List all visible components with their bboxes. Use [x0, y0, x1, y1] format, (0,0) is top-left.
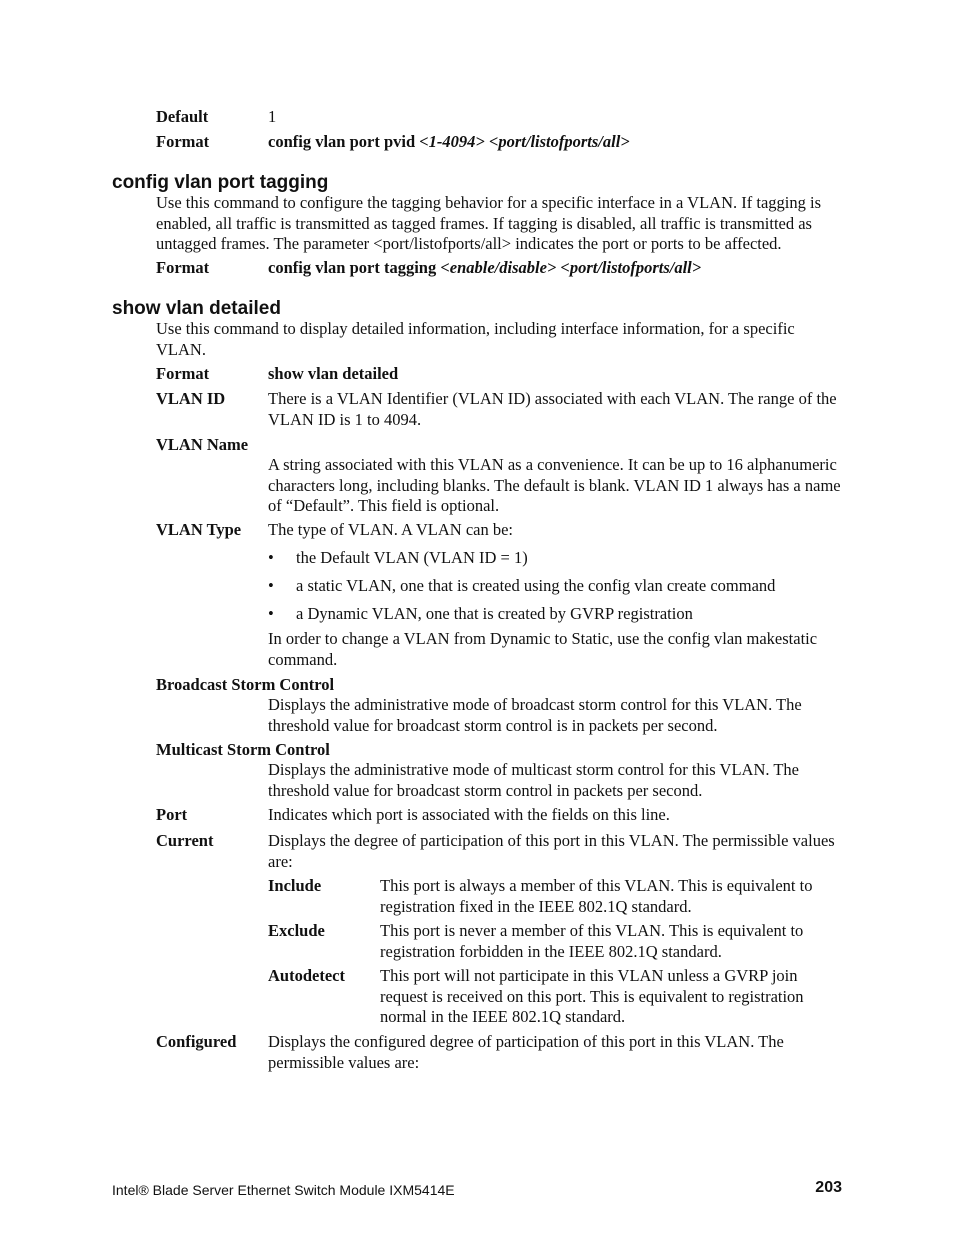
vlan-id-description: There is a VLAN Identifier (VLAN ID) associated with each VLAN. The range of the VLAN ID is 1 to 4094.	[268, 389, 837, 429]
bullet-item: the Default VLAN (VLAN ID = 1)	[296, 548, 528, 567]
pvid-format-args: <1-4094> <port/listofports/all>	[419, 132, 630, 151]
current-label: Current	[156, 831, 214, 850]
port-description: Indicates which port is associated with the fields on this line.	[268, 805, 670, 824]
pvid-format-syntax	[268, 132, 843, 153]
tagging-format-label: Format	[156, 258, 210, 277]
port-label: Port	[156, 805, 188, 824]
pvid-format-label: Format	[156, 132, 210, 151]
vlan-name-label: VLAN Name	[156, 435, 249, 454]
multicast-storm-label: Multicast Storm Control	[156, 740, 330, 759]
broadcast-storm-label: Broadcast Storm Control	[156, 675, 335, 694]
vlan-type-description: The type of VLAN. A VLAN can be:	[268, 520, 514, 539]
vlan-type-label: VLAN Type	[156, 520, 242, 539]
detailed-format-command: show vlan detailed	[268, 364, 399, 383]
exclude-description: This port is never a member of this VLAN. This is equivalent to registration forbidden in the IEEE 802.1Q standard.	[380, 921, 804, 961]
detailed-format-label: Format	[156, 364, 210, 383]
default-value: 1	[268, 107, 277, 126]
detailed-description: Use this command to display detailed information, including interface information, for a specific VLAN.	[156, 319, 795, 359]
vlan-name-description: A string associated with this VLAN as a convenience. It can be up to 16 alphanumeric characters long, including blanks. The default is blank. VLAN ID 1 always has a name of “Default”. This field is optional.	[268, 455, 841, 515]
section-heading-detailed: show vlan detailed	[112, 298, 281, 319]
multicast-storm-description: Displays the administrative mode of multicast storm control for this VLAN. The threshold value for broadcast storm control in packets per second.	[268, 760, 799, 800]
bullet-item: a static VLAN, one that is created using the config vlan create command	[296, 576, 776, 595]
tagging-format-command: config vlan port tagging	[268, 258, 441, 277]
vlan-id-label: VLAN ID	[156, 389, 226, 408]
page-number: 203	[815, 1179, 842, 1196]
bullet-marker: •	[268, 548, 274, 567]
pvid-format-command: config vlan port pvid	[268, 132, 420, 151]
bullet-marker: •	[268, 604, 274, 623]
tagging-format-args: <enable/disable> <port/listofports/all>	[440, 258, 702, 277]
default-label: Default	[156, 107, 209, 126]
autodetect-description: This port will not participate in this VLAN unless a GVRP join request is received on this port. This is equivalent to registration normal in the IEEE 802.1Q standard.	[380, 966, 804, 1026]
vlan-type-note: In order to change a VLAN from Dynamic to Static, use the config vlan makestatic command.	[268, 629, 818, 669]
autodetect-label: Autodetect	[268, 966, 345, 985]
footer-title: Intel® Blade Server Ethernet Switch Module IXM5414E	[112, 1182, 455, 1198]
configured-description: Displays the configured degree of participation of this port in this VLAN. The permissible values are:	[268, 1032, 784, 1072]
bullet-item: a Dynamic VLAN, one that is created by GVRP registration	[296, 604, 693, 623]
exclude-label: Exclude	[268, 921, 325, 940]
broadcast-storm-description: Displays the administrative mode of broadcast storm control for this VLAN. The threshold value for broadcast storm control is in packets per second.	[268, 695, 802, 735]
current-description: Displays the degree of participation of this port in this VLAN. The permissible values are:	[268, 831, 835, 871]
include-description: This port is always a member of this VLAN. This is equivalent to registration fixed in the IEEE 802.1Q standard.	[380, 876, 813, 916]
bullet-marker: •	[268, 576, 274, 595]
include-label: Include	[268, 876, 322, 895]
section-heading-tagging: config vlan port tagging	[112, 172, 329, 193]
tagging-format-syntax	[268, 258, 843, 279]
configured-label: Configured	[156, 1032, 237, 1051]
tagging-description: Use this command to configure the tagging behavior for a specific interface in a VLAN. If tagging is enabled, all traffic is transmitted as tagged frames. If tagging is disabled, all traffic is transmitted as untagged frames. The parameter <port/listofports/all> indicates the port or ports to be affected.	[156, 193, 821, 253]
